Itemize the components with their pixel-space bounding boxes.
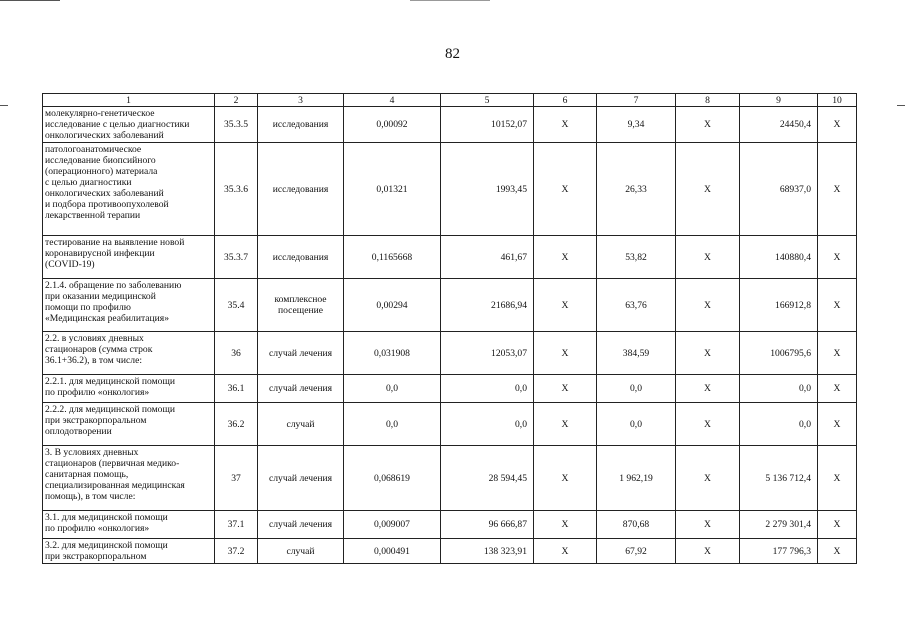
row-value [534, 539, 597, 564]
row-value-text: 12053,07 [491, 347, 527, 359]
row-value [818, 375, 857, 403]
row-value [534, 332, 597, 375]
row-value [597, 143, 676, 236]
row-value-text: 0,000491 [374, 545, 410, 557]
row-value [740, 539, 818, 564]
row-name-text: молекулярно-генетическое исследование с целью диагностики онкологических заболеваний [45, 108, 190, 141]
table-row [43, 403, 857, 446]
row-value-text: 0,031908 [374, 347, 410, 359]
row-unit [258, 403, 344, 446]
row-unit-text: случай лечения [268, 347, 333, 359]
row-value [597, 375, 676, 403]
row-value-text: 0,00294 [376, 299, 408, 311]
scan-edge-mark [410, 0, 490, 1]
row-value-text: 24450,4 [779, 119, 811, 130]
row-value [597, 446, 676, 511]
row-code-text: 37.2 [227, 545, 245, 557]
row-unit [258, 332, 344, 375]
row-name [43, 107, 215, 143]
row-value-text: 0,01321 [376, 183, 408, 195]
row-value [441, 279, 534, 332]
row-value [676, 143, 740, 236]
row-value-text: Х [561, 183, 569, 195]
row-value [740, 511, 818, 539]
row-name-text: 2.2.1. для медицинской помощи по профилю «онкология» [45, 376, 175, 398]
row-code [215, 279, 258, 332]
row-value-text: 0,0 [630, 383, 642, 394]
row-name-text: 3.1. для медицинской помощи по профилю «онкология» [45, 512, 168, 534]
row-value [441, 511, 534, 539]
row-code-text: 35.4 [227, 299, 245, 311]
row-value [441, 236, 534, 279]
row-name-text: 2.1.4. обращение по заболеванию при оказании медицинской помощи по профилю «Медицинская реабилитация» [45, 280, 182, 324]
table-row [43, 511, 857, 539]
row-value [534, 143, 597, 236]
row-code [215, 539, 258, 564]
row-value-text: 166912,8 [775, 299, 811, 311]
row-unit [258, 279, 344, 332]
row-value [740, 332, 818, 375]
row-value [441, 375, 534, 403]
column-header: 3 [258, 94, 344, 107]
row-value [740, 279, 818, 332]
row-value-text: Х [704, 519, 711, 530]
row-value-text: 0,009007 [374, 519, 410, 530]
row-unit-text: случай лечения [268, 383, 333, 394]
row-name-text: 2.2. в условиях дневных стационаров (сумма строк 36.1+36.2), в том числе: [45, 333, 153, 366]
row-value [740, 107, 818, 143]
row-value [818, 279, 857, 332]
row-value-text: Х [833, 251, 841, 263]
scan-edge-mark [0, 105, 8, 106]
row-value-text: Х [704, 299, 711, 311]
row-value [344, 143, 441, 236]
row-unit [258, 446, 344, 511]
row-value [676, 236, 740, 279]
row-code-text: 35.3.7 [224, 251, 248, 263]
table-row [43, 446, 857, 511]
row-unit-text: случай лечения [268, 519, 333, 530]
row-value [344, 446, 441, 511]
row-value-text: Х [704, 347, 711, 359]
row-value-text: 0,0 [386, 418, 398, 430]
row-value-text: 9,34 [627, 119, 645, 130]
row-value-text: Х [704, 545, 711, 557]
row-value-text: Х [561, 347, 569, 359]
row-value-text: Х [561, 418, 569, 430]
row-value-text: 21686,94 [491, 299, 527, 311]
column-header: 7 [597, 94, 676, 107]
row-value [818, 236, 857, 279]
table-row [43, 107, 857, 143]
table-row [43, 143, 857, 236]
row-unit-text: случай [286, 418, 315, 430]
row-name [43, 403, 215, 446]
column-header: 2 [215, 94, 258, 107]
row-code [215, 511, 258, 539]
row-code-text: 35.3.6 [224, 183, 248, 195]
column-header: 10 [818, 94, 857, 107]
row-value-text: Х [704, 472, 711, 484]
row-name [43, 236, 215, 279]
row-value-text: Х [833, 418, 841, 430]
row-value-text: 1006795,6 [770, 347, 811, 359]
row-value-text: 67,92 [625, 545, 647, 557]
row-unit-text: исследования [272, 119, 329, 130]
row-unit-text: комплексное посещение [274, 294, 327, 316]
row-name [43, 332, 215, 375]
row-name [43, 279, 215, 332]
row-unit-text: случай [286, 545, 315, 557]
row-unit [258, 107, 344, 143]
row-value-text: Х [704, 418, 711, 430]
row-value [344, 375, 441, 403]
row-value [676, 279, 740, 332]
row-value-text: 0,0 [630, 418, 642, 430]
row-value-text: Х [561, 519, 569, 530]
row-value [676, 446, 740, 511]
row-name [43, 143, 215, 236]
row-value [441, 332, 534, 375]
row-value-text: Х [704, 183, 711, 195]
row-value [534, 236, 597, 279]
row-value-text: 0,00092 [376, 119, 408, 130]
row-name [43, 375, 215, 403]
row-value-text: 0,0 [515, 418, 527, 430]
row-name-text: 3. В условиях дневных стационаров (первичная медико- санитарная помощь, специализированная медицинская помощь), в том числе: [45, 447, 185, 502]
row-value [740, 143, 818, 236]
row-value-text: 461,67 [500, 251, 527, 263]
row-value-text: 53,82 [625, 251, 647, 263]
row-code-text: 35.3.5 [224, 119, 248, 130]
row-value-text: 870,68 [622, 519, 650, 530]
row-value [597, 236, 676, 279]
row-value-text: Х [561, 472, 569, 484]
row-value [441, 403, 534, 446]
row-value [344, 236, 441, 279]
row-value [534, 279, 597, 332]
row-value-text: Х [833, 472, 841, 484]
column-header: 6 [534, 94, 597, 107]
row-value [676, 375, 740, 403]
row-value-text: 0,0 [799, 418, 811, 430]
row-value-text: 384,59 [622, 347, 650, 359]
row-name [43, 511, 215, 539]
row-value-text: 1 962,19 [619, 472, 653, 484]
row-value-text: Х [561, 119, 569, 130]
row-value [597, 107, 676, 143]
row-value-text: 0,0 [799, 383, 811, 394]
row-value-text: Х [561, 383, 569, 394]
row-value-text: 5 136 712,4 [765, 472, 811, 484]
row-value-text: 2 279 301,4 [765, 519, 811, 530]
row-value [597, 403, 676, 446]
row-code [215, 446, 258, 511]
row-name-text: тестирование на выявление новой коронавирусной инфекции (COVID-19) [45, 237, 185, 270]
row-value-text: 177 796,3 [772, 545, 811, 557]
row-name [43, 539, 215, 564]
row-value [597, 332, 676, 375]
row-code [215, 143, 258, 236]
row-value [597, 511, 676, 539]
row-value-text: 1993,45 [495, 183, 527, 195]
row-value [344, 539, 441, 564]
row-value [597, 539, 676, 564]
row-value [676, 511, 740, 539]
row-name-text: 2.2.2. для медицинской помощи при экстракорпоральном оплодотворении [45, 404, 175, 437]
row-name-text: 3.2. для медицинской помощи при экстракорпоральном [45, 540, 168, 562]
row-value [818, 511, 857, 539]
row-value-text: 63,76 [625, 299, 647, 311]
row-code [215, 236, 258, 279]
data-table [42, 93, 857, 564]
row-value [818, 143, 857, 236]
row-code [215, 375, 258, 403]
row-code-text: 37 [231, 472, 241, 484]
row-value-text: Х [704, 383, 711, 394]
row-value-text: Х [561, 299, 569, 311]
row-value [344, 279, 441, 332]
row-value [597, 279, 676, 332]
row-code [215, 332, 258, 375]
row-value [534, 403, 597, 446]
row-unit [258, 539, 344, 564]
table-row [43, 236, 857, 279]
row-value-text: Х [833, 119, 841, 130]
row-value [740, 446, 818, 511]
row-unit-text: исследования [272, 183, 329, 195]
row-unit [258, 375, 344, 403]
row-value [676, 107, 740, 143]
row-value [818, 403, 857, 446]
row-value-text: Х [833, 545, 841, 557]
row-value-text: 140880,4 [775, 251, 811, 263]
row-value [534, 375, 597, 403]
row-value [441, 446, 534, 511]
row-value-text: Х [833, 383, 841, 394]
row-value [676, 332, 740, 375]
scan-edge-mark [897, 105, 905, 106]
row-value-text: 26,33 [625, 183, 647, 195]
row-code [215, 403, 258, 446]
row-value-text: 138 323,91 [483, 545, 527, 557]
row-value-text: Х [833, 299, 841, 311]
row-code-text: 37.1 [227, 519, 245, 530]
column-header: 1 [43, 94, 215, 107]
row-value [441, 539, 534, 564]
row-value [818, 332, 857, 375]
row-value [344, 107, 441, 143]
row-value [344, 332, 441, 375]
row-unit-text: исследования [272, 251, 329, 263]
row-value [740, 375, 818, 403]
row-value-text: 0,068619 [374, 472, 410, 484]
row-value [441, 143, 534, 236]
row-value [534, 446, 597, 511]
row-unit-text: случай лечения [268, 472, 333, 484]
column-header: 4 [344, 94, 441, 107]
row-value-text: Х [561, 545, 569, 557]
table-row [43, 539, 857, 564]
row-value [441, 107, 534, 143]
table-row [43, 375, 857, 403]
row-code-text: 36.1 [227, 383, 245, 394]
row-value-text: 0,0 [515, 383, 527, 394]
row-value [818, 539, 857, 564]
row-value-text: Х [704, 119, 711, 130]
row-value [534, 107, 597, 143]
row-value [344, 511, 441, 539]
row-value [676, 539, 740, 564]
row-value [818, 446, 857, 511]
row-value-text: 10152,07 [491, 119, 527, 130]
row-value-text: 68937,0 [779, 183, 811, 195]
row-value [740, 236, 818, 279]
scan-edge-mark [0, 0, 60, 1]
row-value-text: 96 666,87 [488, 519, 527, 530]
row-value [676, 403, 740, 446]
row-value-text: Х [561, 251, 569, 263]
row-name [43, 446, 215, 511]
row-value-text: 0,0 [386, 383, 398, 394]
row-unit [258, 143, 344, 236]
page-number: 82 [445, 46, 460, 62]
row-value [344, 403, 441, 446]
row-value [740, 403, 818, 446]
column-header: 5 [441, 94, 534, 107]
row-value-text: Х [833, 183, 841, 195]
row-unit [258, 236, 344, 279]
column-header: 8 [676, 94, 740, 107]
row-name-text: патологоанатомическое исследование биопсийного (операционного) материала с целью диагностики онкологических заболеваний и подбора противоопухолевой лекарственной терапии [45, 144, 169, 221]
row-value [534, 511, 597, 539]
row-value-text: 0,1165668 [371, 251, 413, 263]
table-row [43, 332, 857, 375]
column-header: 9 [740, 94, 818, 107]
row-value-text: Х [704, 251, 711, 263]
row-code-text: 36.2 [227, 418, 245, 430]
row-value-text: Х [833, 347, 841, 359]
table-header-row [43, 94, 857, 107]
row-code-text: 36 [231, 347, 241, 359]
row-unit [258, 511, 344, 539]
row-value [818, 107, 857, 143]
table-row [43, 279, 857, 332]
row-code [215, 107, 258, 143]
row-value-text: 28 594,45 [488, 472, 527, 484]
row-value-text: Х [833, 519, 841, 530]
